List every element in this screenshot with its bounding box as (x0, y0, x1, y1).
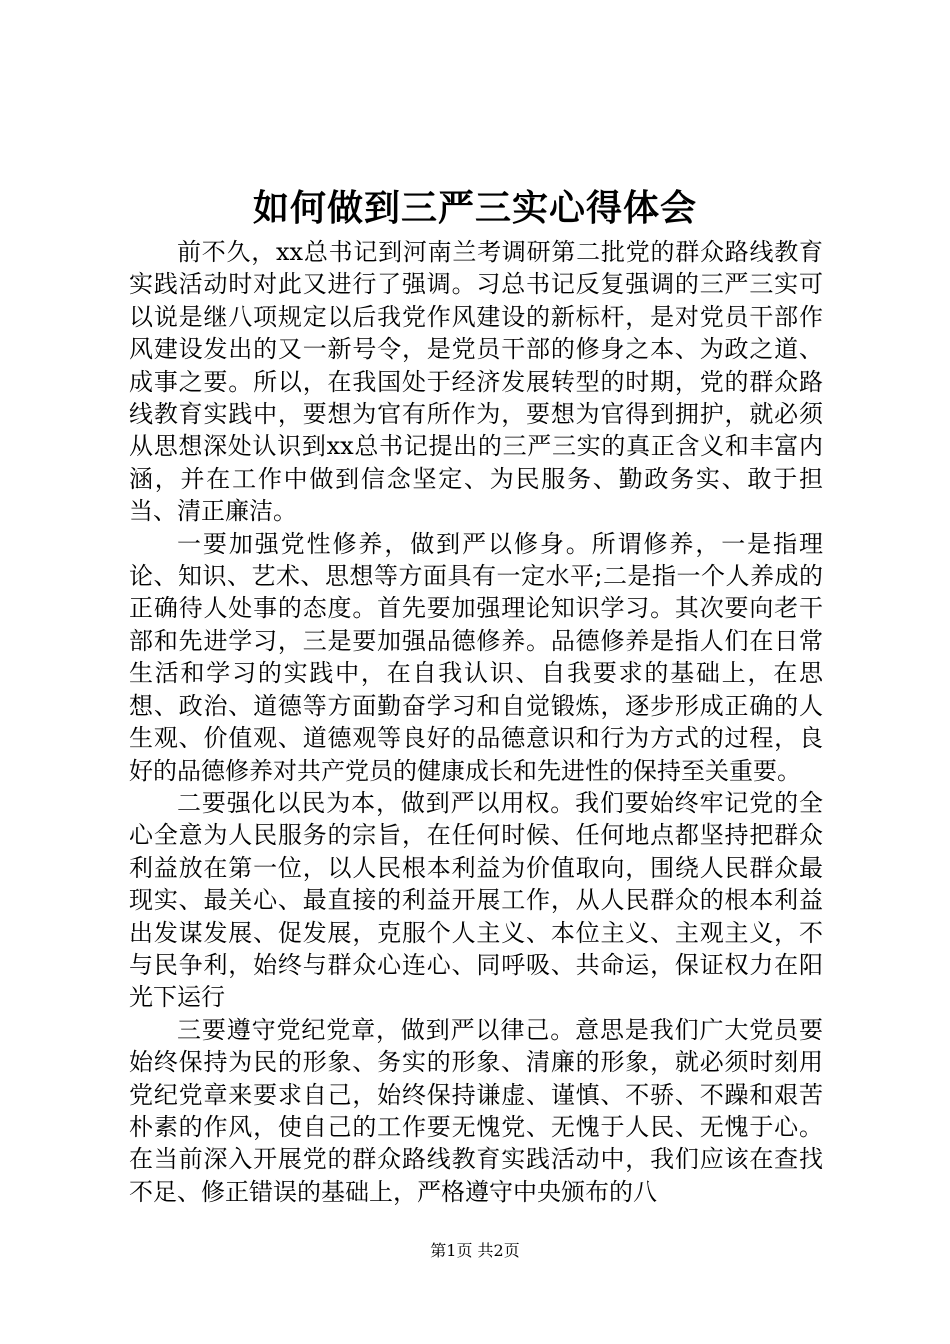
paragraph-2: 一要加强党性修养，做到严以修身。所谓修养，一是指理论、知识、艺术、思想等方面具有一定水平;二是指一个人养成的正确待人处事的态度。首先要加强理论知识学习。其次要向老干部和先进学习，三是要加强品德修养。品德修养是指人们在日常生活和学习的实践中，在自我认识、自我要求的基础上，在思想、政治、道德等方面勤奋学习和自觉锻炼，逐步形成正确的人生观、价值观、道德观等良好的品德意识和行为方式的过程，良好的品德修养对共产党员的健康成长和先进性的保持至关重要。 (129, 529, 823, 785)
document-body (129, 236, 823, 1208)
paragraph-3: 二要强化以民为本，做到严以用权。我们要始终牢记党的全心全意为人民服务的宗旨，在任何时候、任何地点都坚持把群众利益放在第一位，以人民根本利益为价值取向，围绕人民群众最现实、最关心、最直接的利益开展工作，从人民群众的根本利益出发谋发展、促发展，克服个人主义、本位主义、主观主义，不与民争利，始终与群众心连心、同呼吸、共命运，保证权力在阳光下运行 (129, 788, 823, 1012)
page-number-footer: 第1页 共2页 (430, 1241, 520, 1260)
paragraph-4: 三要遵守党纪党章，做到严以律己。意思是我们广大党员要始终保持为民的形象、务实的形象、清廉的形象，就必须时刻用党纪党章来要求自己，始终保持谦虚、谨慎、不骄、不躁和艰苦朴素的作风，使自己的工作要无愧党、无愧于人民、无愧于心。在当前深入开展党的群众路线教育实践活动中，我们应该在查找不足、修正错误的基础上，严格遵守中央颁布的八 (129, 1015, 823, 1206)
document-title: 如何做到三严三实心得体会 (252, 187, 697, 229)
paragraph-1: 前不久，xx总书记到河南兰考调研第二批党的群众路线教育实践活动时对此又进行了强调。习总书记反复强调的三严三实可以说是继八项规定以后我党作风建设的新标杆，是对党员干部作风建设发出的又一新号令，是党员干部的修身之本、为政之道、成事之要。所以，在我国处于经济发展转型的时期，党的群众路线教育实践中，要想为官有所作为，要想为官得到拥护，就必须从思想深处认识到xx总书记提出的三严三实的真正含义和丰富内涵，并在工作中做到信念坚定、为民服务、勤政务实、敢于担当、清正廉洁。 (129, 238, 823, 526)
